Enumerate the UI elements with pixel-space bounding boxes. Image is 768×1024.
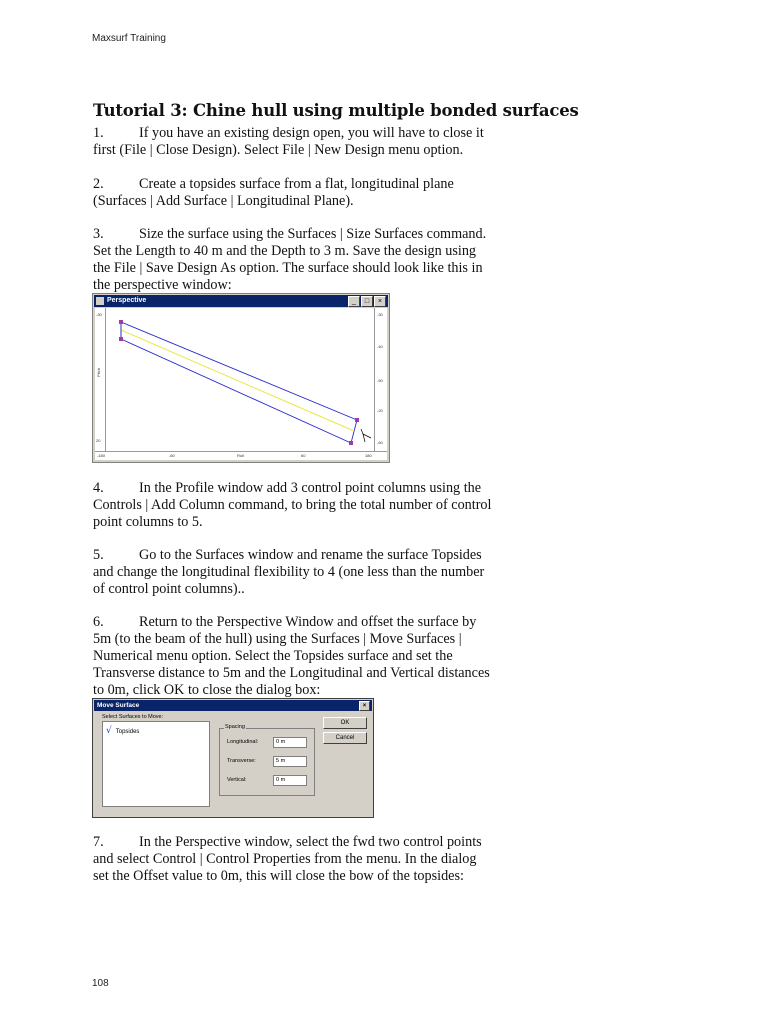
- step-line: and change the longitudinal flexibility to 4 (one less than the number: [93, 564, 485, 580]
- step-line: In the Perspective window, select the fwd two control points: [139, 834, 482, 850]
- ruler-tick: -30: [96, 312, 102, 317]
- dialog-titlebar[interactable]: [94, 700, 372, 711]
- step-line: (Surfaces | Add Surface | Longitudinal Plane).: [93, 193, 354, 209]
- step-line: Return to the Perspective Window and offset the surface by: [139, 614, 477, 630]
- step-1: [93, 125, 543, 159]
- step-number: 4.: [93, 480, 104, 496]
- step-line: point columns to 5.: [93, 514, 203, 530]
- control-point[interactable]: [355, 418, 359, 422]
- step-line: set the Offset value to 0m, this will close the bow of the topsides:: [93, 868, 464, 884]
- transverse-input[interactable]: 5 m: [273, 756, 307, 767]
- vertical-label: Vertical:: [227, 777, 247, 783]
- step-line: Go to the Surfaces window and rename the surface Topsides: [139, 547, 482, 563]
- step-7: [93, 834, 543, 885]
- surface-outline: [121, 322, 357, 443]
- step-line: Create a topsides surface from a flat, longitudinal plane: [139, 176, 454, 192]
- step-6: [93, 614, 543, 699]
- checkmark-icon: √: [106, 726, 112, 736]
- dialog-title: Move Surface: [97, 702, 140, 709]
- axis-indicator-icon: [361, 429, 371, 442]
- step-line: Numerical menu option. Select the Topsides surface and set the: [93, 648, 453, 664]
- ruler-tick: -20: [377, 408, 383, 413]
- control-point[interactable]: [349, 441, 353, 445]
- step-number: 1.: [93, 125, 104, 141]
- step-line: Size the surface using the Surfaces | Size Surfaces command.: [139, 226, 487, 242]
- surface-listbox[interactable]: [102, 721, 210, 807]
- ruler-label: Roll: [237, 453, 244, 458]
- perspective-titlebar[interactable]: [94, 295, 388, 307]
- dialog-close-button[interactable]: ×: [359, 701, 370, 711]
- step-line: If you have an existing design open, you will have to close it: [139, 125, 484, 141]
- ruler-label: Pitch: [96, 368, 101, 377]
- ok-button[interactable]: OK: [323, 717, 367, 729]
- step-number: 5.: [93, 547, 104, 563]
- step-line: the File | Save Design As option. The surface should look like this in: [93, 260, 483, 276]
- step-number: 2.: [93, 176, 104, 192]
- ruler-tick: 20: [96, 438, 101, 443]
- maximize-button[interactable]: □: [361, 296, 373, 307]
- step-2: [93, 176, 543, 210]
- control-point[interactable]: [119, 320, 123, 324]
- surface-list-label: Select Surfaces to Move:: [102, 714, 164, 720]
- ruler-tick: -180: [97, 453, 106, 458]
- step-number: 6.: [93, 614, 104, 630]
- surface-centerline: [121, 330, 354, 431]
- ruler-tick: 180: [365, 453, 372, 458]
- ruler-tick: -50: [377, 378, 383, 383]
- longitudinal-input[interactable]: 0 m: [273, 737, 307, 748]
- step-line: the perspective window:: [93, 277, 232, 293]
- step-line: first (File | Close Design). Select File | New Design menu option.: [93, 142, 464, 158]
- close-button[interactable]: ×: [374, 296, 386, 307]
- perspective-window-title: Perspective: [107, 297, 147, 304]
- running-header: Maxsurf Training: [92, 33, 166, 44]
- ruler-tick: -40: [377, 344, 383, 349]
- vertical-input[interactable]: 0 m: [273, 775, 307, 786]
- perspective-window: [92, 293, 390, 463]
- control-point[interactable]: [119, 337, 123, 341]
- step-line: Set the Length to 40 m and the Depth to 3 m. Save the design using: [93, 243, 477, 259]
- transverse-label: Transverse:: [227, 758, 256, 764]
- step-4: [93, 480, 543, 531]
- spacing-label: Spacing: [225, 724, 245, 730]
- step-3: [93, 226, 543, 294]
- perspective-canvas[interactable]: [95, 308, 387, 460]
- longitudinal-label: Longitudinal:: [227, 739, 259, 745]
- ruler-tick: -30: [377, 312, 383, 317]
- move-surface-dialog: [92, 698, 374, 818]
- step-line: In the Profile window add 3 control point columns using the: [139, 480, 482, 496]
- minimize-button[interactable]: _: [348, 296, 360, 307]
- tutorial-title: Tutorial 3: Chine hull using multiple bonded surfaces: [93, 101, 579, 120]
- step-number: 7.: [93, 834, 104, 850]
- step-line: to 0m, click OK to close the dialog box:: [93, 682, 321, 698]
- step-line: Transverse distance to 5m and the Longitudinal and Vertical distances: [93, 665, 490, 681]
- cancel-button[interactable]: Cancel: [323, 732, 367, 744]
- window-icon: [96, 297, 104, 305]
- ruler-tick: 60: [301, 453, 306, 458]
- ruler-tick: -60: [377, 440, 383, 445]
- page-number: 108: [92, 978, 109, 989]
- step-5: [93, 547, 543, 598]
- list-item-label: Topsides: [115, 729, 140, 735]
- step-number: 3.: [93, 226, 104, 242]
- ruler-tick: -60: [169, 453, 175, 458]
- list-item[interactable]: [106, 726, 139, 736]
- step-line: and select Control | Control Properties from the menu. In the dialog: [93, 851, 477, 867]
- step-line: of control point columns)..: [93, 581, 245, 597]
- step-line: 5m (to the beam of the hull) using the Surfaces | Move Surfaces |: [93, 631, 462, 647]
- surface-view: [95, 308, 387, 460]
- step-line: Controls | Add Column command, to bring the total number of control: [93, 497, 492, 513]
